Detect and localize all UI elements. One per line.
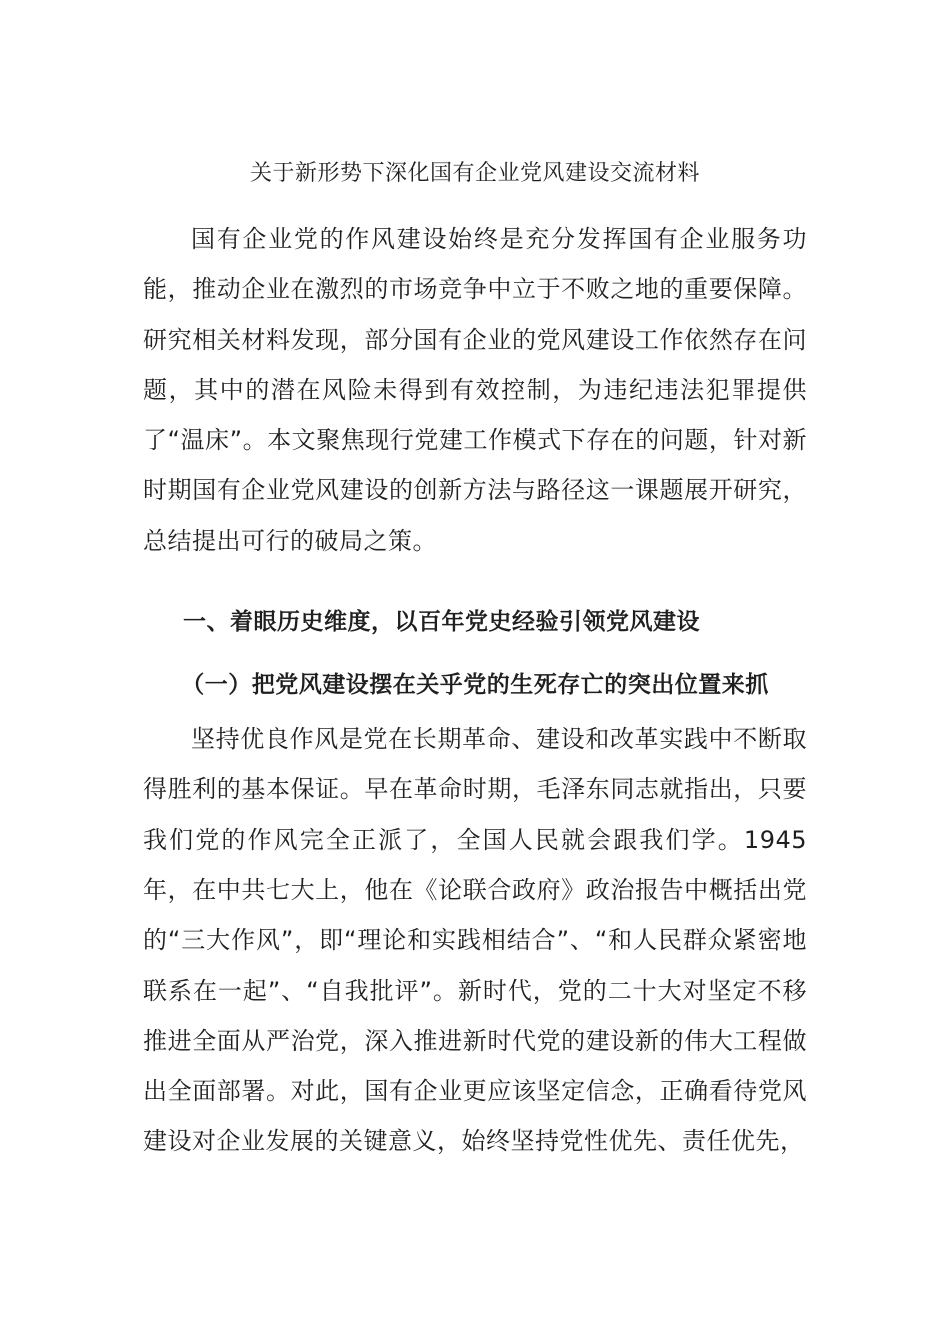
document-title: 关于新形势下深化国有企业党风建设交流材料 — [249, 161, 700, 186]
body-paragraph: 坚持优良作风是党在长期革命、建设和改革实践中不断取得胜利的基本保证。早在革命时期，毛泽东同志就指出，只要我们党的作风完全正派了，全国人民就会跟我们学。1945年，在中共七大上，他在《论联合政府》政治报告中概括出党的“三大作风”，即“理论和实践相结合”、“和人民群众紧密地联系在一起”、“自我批评”。新时代，党的二十大对坚定不移推进全面从严治党，深入推进新时代党的建设新的伟大工程做出全面部署。对此，国有企业更应该坚定信念，正确看待党风建设对企业发展的关键意义，始终坚持党性优先、责任优先， — [143, 725, 807, 1156]
subsection-heading: （一）把党风建设摆在关乎党的生死存亡的突出位置来抓 — [181, 672, 769, 699]
section-heading: 一、着眼历史维度，以百年党史经验引领党风建设 — [183, 609, 700, 636]
document-body — [143, 152, 807, 1167]
intro-paragraph: 国有企业党的作风建设始终是充分发挥国有企业服务功能，推动企业在激烈的市场竞争中立于不败之地的重要保障。研究相关材料发现，部分国有企业的党风建设工作依然存在问题，其中的潜在风险未得到有效控制，为违纪违法犯罪提供了“温床”。本文聚焦现行党建工作模式下存在的问题，针对新时期国有企业党风建设的创新方法与路径这一课题展开研究，总结提出可行的破局之策。 — [143, 225, 807, 555]
